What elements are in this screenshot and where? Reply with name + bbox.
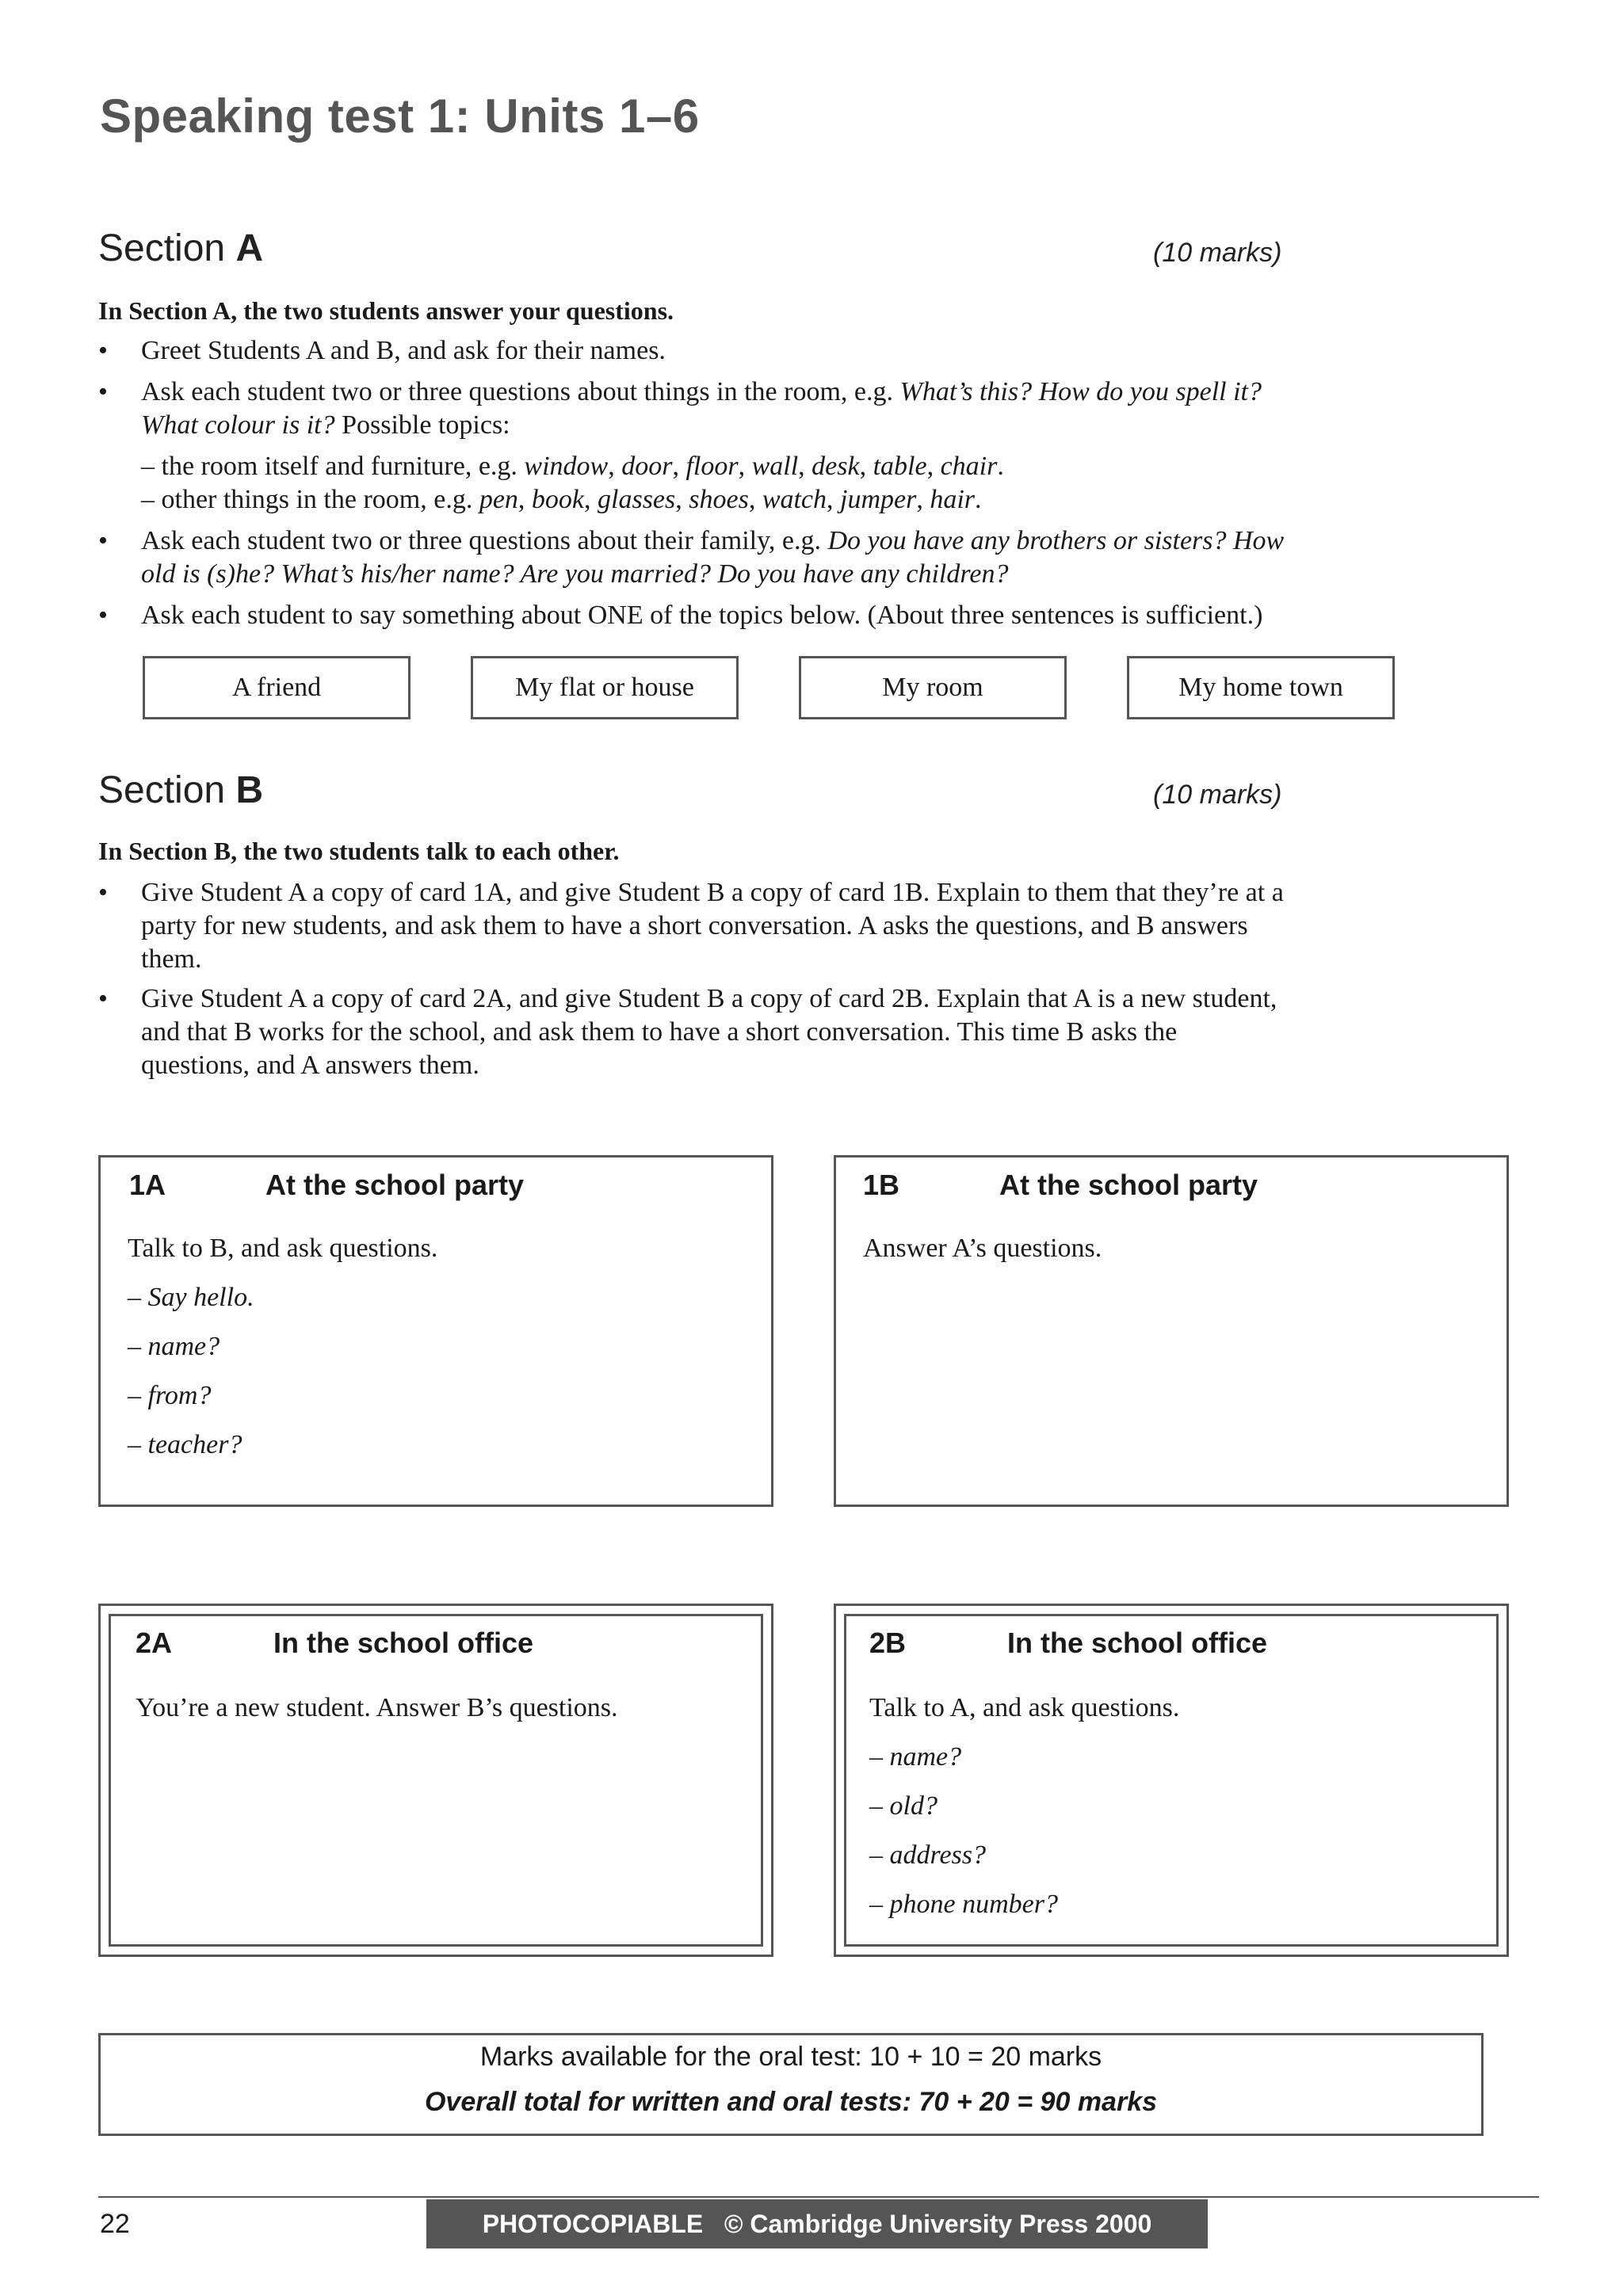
sub-text: – other things in the room, e.g. (141, 485, 479, 514)
example-questions: old is (s)he? What’s his/her name? Are you married? Do you have any children? (141, 559, 1009, 589)
prompt-phone-number: – phone number? (869, 1890, 1058, 1919)
example-questions: What’s this? How do you spell it? (899, 377, 1262, 406)
section-a-bullet-3: • Ask each student two or three questions about their family, e.g. Do you have any brothers or sisters? How old is (s)he? What’s his/her name? Are you married? Do you have any children? (98, 526, 1285, 589)
card-lead: Talk to B, and ask questions. (128, 1234, 438, 1263)
section-a-bullet-1: • Greet Students A and B, and ask for their names. (98, 334, 1430, 368)
card-2a (98, 1604, 773, 1957)
bullet-text: Ask each student two or three questions about things in the room, e.g. (141, 377, 900, 406)
section-a-word: Section (98, 227, 226, 269)
section-a-letter: A (235, 227, 264, 269)
prompt-from: – from? (128, 1381, 212, 1410)
furniture-word: window (524, 452, 609, 481)
section-b-word: Section (98, 769, 226, 811)
card-id: 1A (129, 1169, 166, 1201)
topic-box-friend: A friend (143, 656, 411, 719)
card-lead: Answer A’s questions. (863, 1234, 1102, 1263)
bullet-line: Give Student A a copy of card 2A, and give Student B a copy of card 2B. Explain that A is a new student, (141, 984, 1277, 1013)
section-a-bullet-2: • Ask each student two or three questions about things in the room, e.g. What’s this? How do you spell it? What colour is it? Possible topics: (98, 377, 1262, 440)
section-a-bullet-4: • Ask each student to say something about ONE of the topics below. (About three sentences is sufficient.) (98, 599, 1430, 632)
furniture-word: chair (940, 452, 998, 481)
bullet-line: and that B works for the school, and ask them to have a short conversation. This time B asks the (141, 1017, 1178, 1047)
page-title: Speaking test 1: Units 1–6 (100, 90, 700, 143)
section-b-marks: (10 marks) (1153, 780, 1282, 810)
copyright-banner: PHOTOCOPIABLE © Cambridge University Press 2000 (426, 2199, 1208, 2248)
card-id: 1B (863, 1169, 900, 1201)
section-a-intro: In Section A, the two students answer your questions. (98, 296, 674, 325)
topic-box-room: My room (799, 656, 1067, 719)
furniture-word: door (621, 452, 673, 481)
section-b-intro: In Section B, the two students talk to each other. (98, 837, 620, 865)
thing-word: shoes (689, 485, 749, 514)
bullet-text: Ask each student two or three questions about their family, e.g. (141, 526, 828, 555)
card-1a (98, 1155, 773, 1507)
bullet-line: party for new students, and ask them to have a short conversation. A asks the questions, and B answers (141, 911, 1248, 940)
prompt-name: – name? (128, 1332, 220, 1361)
thing-word: glasses (598, 485, 676, 514)
prompt-old: – old? (869, 1791, 938, 1821)
prompt-teacher: – teacher? (128, 1430, 242, 1459)
section-b-heading (98, 769, 263, 812)
furniture-word: floor (685, 452, 739, 481)
bullet-line: them. (141, 944, 202, 974)
prompt-address: – address? (869, 1840, 987, 1870)
card-lead: Talk to A, and ask questions. (869, 1693, 1180, 1722)
card-title: In the school office (273, 1627, 534, 1659)
example-question: What colour is it? (141, 410, 335, 440)
marks-overall-line: Overall total for written and oral tests: 70 + 20 = 90 marks (424, 2087, 1158, 2117)
bullet-text: Greet Students A and B, and ask for their names. (141, 336, 666, 365)
topic-other-things: – other things in the room, e.g. pen, book, glasses, shoes, watch, jumper, hair. (141, 485, 982, 514)
section-b-letter: B (235, 769, 264, 811)
section-a-heading (98, 227, 263, 270)
bullet-line: questions, and A answers them. (141, 1051, 479, 1080)
topic-box-flat: My flat or house (471, 656, 739, 719)
bullet-text: Possible topics: (334, 410, 510, 440)
topic-furniture: – the room itself and furniture, e.g. window, door, floor, wall, desk, table, chair. (141, 452, 1004, 481)
furniture-word: wall (751, 452, 799, 481)
footer-divider (98, 2196, 1539, 2198)
card-title: In the school office (1007, 1627, 1268, 1659)
section-b-bullet-1: • Give Student A a copy of card 1A, and give Student B a copy of card 1B. Explain to them that they’re at a party for new students, and ask them to have a short conversation. A asks the questions, and B answers them. (98, 878, 1284, 974)
page-number: 22 (100, 2209, 130, 2239)
card-title: At the school party (999, 1169, 1258, 1201)
section-a-marks: (10 marks) (1153, 238, 1282, 268)
bullet-line: Give Student A a copy of card 1A, and give Student B a copy of card 1B. Explain to them that they’re at a (141, 878, 1284, 907)
thing-word: pen (479, 485, 518, 514)
card-title: At the school party (265, 1169, 525, 1201)
thing-word: jumper (840, 485, 917, 514)
furniture-word: table (873, 452, 927, 481)
card-id: 2A (136, 1627, 173, 1659)
example-questions: Do you have any brothers or sisters? How (827, 526, 1285, 555)
card-2b (834, 1604, 1509, 1957)
prompt-name: – name? (869, 1742, 962, 1772)
thing-word: book (531, 485, 585, 514)
card-lead: You’re a new student. Answer B’s questions. (136, 1693, 618, 1722)
sub-text: – the room itself and furniture, e.g. (141, 452, 525, 481)
card-id: 2B (869, 1627, 907, 1659)
card-1b (834, 1155, 1509, 1507)
marks-oral-line: Marks available for the oral test: 10 + 10 = 20 marks (479, 2042, 1102, 2072)
topic-box-home-town: My home town (1127, 656, 1395, 719)
furniture-word: desk (812, 452, 860, 481)
marks-summary-box (98, 2033, 1484, 2136)
section-b-bullet-2: • Give Student A a copy of card 2A, and give Student B a copy of card 2B. Explain that A is a new student, and that B works for the school, and ask them to have a short conversation. This time B asks the questions, and A answers them. (98, 984, 1277, 1080)
thing-word: watch (762, 485, 827, 514)
bullet-text: Ask each student to say something about ONE of the topics below. (About three sentences is sufficient.) (141, 601, 1263, 630)
thing-word: hair (930, 485, 976, 514)
prompt-say-hello: – Say hello. (128, 1283, 254, 1312)
